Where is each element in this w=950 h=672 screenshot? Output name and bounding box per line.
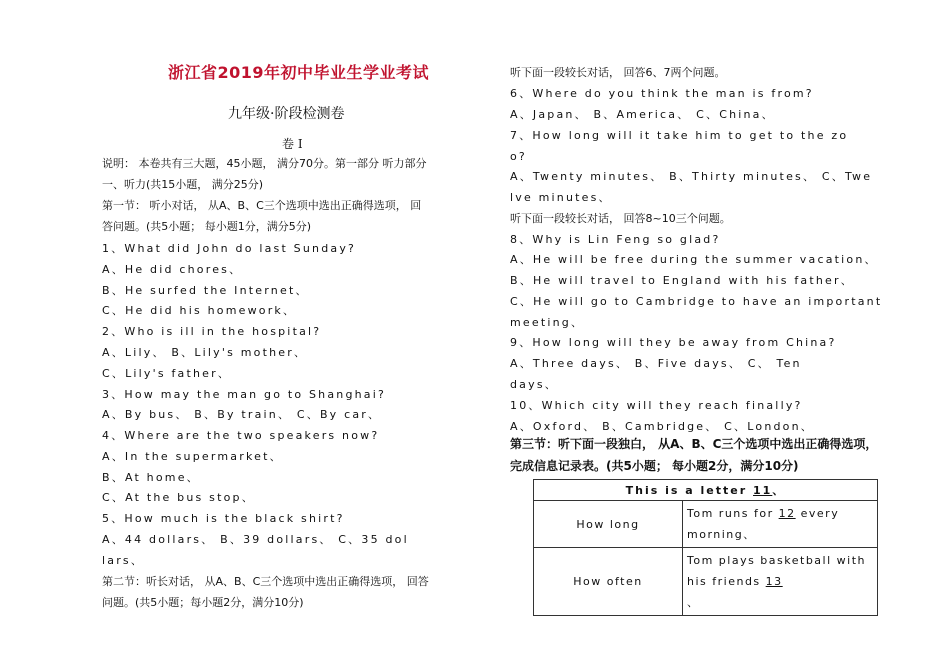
text-line: 第一节： 听小对话， 从A、B、C三个选项中选出正确得选项， 回 bbox=[102, 199, 422, 212]
question-line: 4、Where are the two speakers now? bbox=[102, 429, 380, 442]
text-line: 答问题。(共5小题； 每小题1分，满分5分) bbox=[102, 220, 312, 233]
row-value bbox=[683, 548, 878, 616]
question-line: 6、Where do you think the man is from? bbox=[510, 87, 814, 100]
option-line: B、At home、 bbox=[102, 471, 200, 484]
answer-blank[interactable]: 12 bbox=[778, 507, 796, 520]
option-line: lars、 bbox=[102, 554, 145, 567]
option-line: A、In the supermarket、 bbox=[102, 450, 283, 463]
text-line: 第二节：听长对话， 从A、B、C三个选项中选出正确得选项， 回答 bbox=[102, 575, 429, 588]
exam-subtitle: 九年级·阶段检测卷 bbox=[228, 106, 345, 122]
option-line: meeting、 bbox=[510, 316, 585, 329]
option-line: A、Oxford、 B、Cambridge、 C、London、 bbox=[510, 420, 814, 433]
section-heading: 第三节：听下面一段独白， 从A、B、C三个选项中选出正确得选项， bbox=[510, 437, 878, 451]
text-line: 听下面一段较长对话， 回答6、7两个问题。 bbox=[510, 66, 726, 79]
option-line: A、Twenty minutes、 B、Thirty minutes、 C、Twe bbox=[510, 170, 873, 183]
text-line: 说明： 本卷共有三大题，45小题， 满分70分。第一部分 听力部分 bbox=[102, 157, 427, 170]
row-label: How long bbox=[534, 501, 683, 548]
option-line: lve minutes、 bbox=[510, 191, 612, 204]
question-line: 9、How long will they be away from China? bbox=[510, 336, 837, 349]
question-line: 8、Why is Lin Feng so glad? bbox=[510, 233, 721, 246]
question-line: 5、How much is the black shirt? bbox=[102, 512, 345, 525]
text-line: 一、听力(共15小题， 满分25分) bbox=[102, 178, 264, 191]
header-text: This is a letter bbox=[625, 484, 748, 497]
text-line: 问题。(共5小题；每小题2分，满分10分) bbox=[102, 596, 304, 609]
option-line: A、Three days、 B、Five days、 C、 Ten bbox=[510, 357, 802, 370]
table-row bbox=[534, 501, 878, 548]
option-line: A、By bus、 B、By train、 C、By car、 bbox=[102, 408, 382, 421]
option-line: B、He will travel to England with his father、 bbox=[510, 274, 854, 287]
question-line: o? bbox=[510, 150, 527, 163]
option-line: A、Japan、 B、America、 C、China、 bbox=[510, 108, 775, 121]
question-line: 3、How may the man go to Shanghai? bbox=[102, 388, 387, 401]
section-heading: 完成信息记录表。(共5小题； 每小题2分，满分10分) bbox=[510, 459, 799, 473]
option-line: A、He will be free during the summer vacation、 bbox=[510, 253, 878, 266]
question-line: 10、Which city will they reach finally? bbox=[510, 399, 803, 412]
volume-label: 卷 I bbox=[282, 137, 303, 151]
row-value bbox=[683, 501, 878, 548]
value-text: every morning、 bbox=[687, 507, 840, 541]
option-line: C、He did his homework、 bbox=[102, 304, 297, 317]
text-line: 听下面一段较长对话， 回答8~10三个问题。 bbox=[510, 212, 731, 225]
table-header-cell: This is a letter 11、 bbox=[534, 480, 878, 501]
option-line: C、He will go to Cambridge to have an important bbox=[510, 295, 883, 308]
option-line: A、He did chores、 bbox=[102, 263, 243, 276]
table-row bbox=[534, 480, 878, 501]
question-6-line: 1、What did John do last Sunday? bbox=[102, 242, 357, 255]
option-line: A、44 dollars、 B、39 dollars、 C、35 dol bbox=[102, 533, 409, 546]
info-record-table bbox=[533, 479, 878, 616]
row-label: How often bbox=[534, 548, 683, 616]
answer-blank[interactable]: 13 bbox=[765, 575, 783, 588]
option-line: C、At the bus stop、 bbox=[102, 491, 255, 504]
exam-title: 浙江省2019年初中毕业生学业考试 bbox=[168, 63, 430, 82]
option-line: A、Lily、 B、Lily's mother、 bbox=[102, 346, 308, 359]
value-text: 、 bbox=[687, 596, 700, 609]
value-text: Tom plays basketball with his friends bbox=[687, 554, 866, 588]
option-line: days、 bbox=[510, 378, 558, 391]
table-row bbox=[534, 548, 878, 616]
question-line: 7、How long will it take him to get to the zo bbox=[510, 129, 849, 142]
answer-blank[interactable]: 11 bbox=[753, 484, 773, 497]
option-line: B、He surfed the Internet、 bbox=[102, 284, 309, 297]
value-text: Tom runs for bbox=[687, 507, 774, 520]
question-line: 2、Who is ill in the hospital? bbox=[102, 325, 322, 338]
option-line: C、Lily's father、 bbox=[102, 367, 232, 380]
